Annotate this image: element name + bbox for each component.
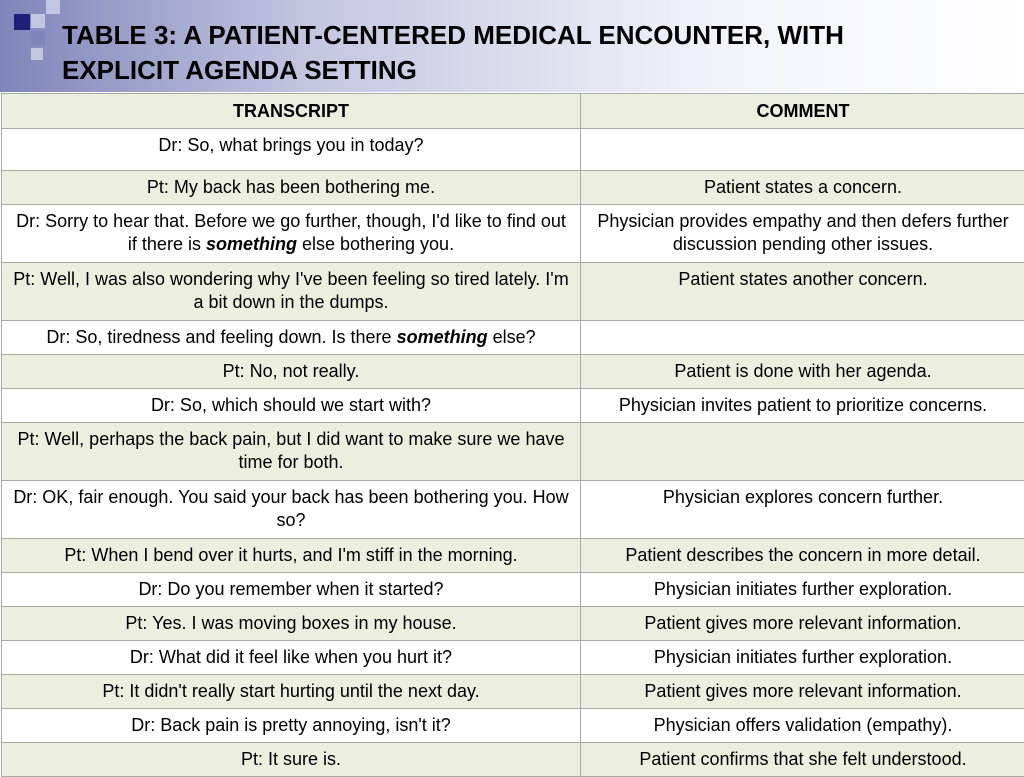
table-row (2, 539, 1024, 573)
table-row (2, 573, 1024, 607)
table-row (2, 675, 1024, 709)
comment-cell: Physician offers validation (empathy). (581, 709, 1024, 743)
title-line-2: EXPLICIT AGENDA SETTING (62, 55, 417, 85)
comment-cell: Patient gives more relevant information. (581, 607, 1024, 641)
comment-cell: Patient gives more relevant information. (581, 675, 1024, 709)
transcript-cell: Pt: Well, perhaps the back pain, but I did want to make sure we have time for both. (2, 423, 581, 481)
comment-cell: Physician provides empathy and then defers further discussion pending other issues. (581, 205, 1024, 263)
table-header-row (2, 94, 1024, 129)
table-row (2, 641, 1024, 675)
comment-cell (581, 129, 1024, 171)
comment-cell: Physician initiates further exploration. (581, 573, 1024, 607)
transcript-cell: Pt: When I bend over it hurts, and I'm stiff in the morning. (2, 539, 581, 573)
comment-cell: Patient states a concern. (581, 171, 1024, 205)
transcript-text: else? (488, 327, 536, 347)
decorative-square-mid (31, 31, 45, 45)
page-title (62, 18, 1002, 88)
comment-cell: Physician initiates further exploration. (581, 641, 1024, 675)
table-row (2, 709, 1024, 743)
comment-cell: Physician explores concern further. (581, 481, 1024, 539)
comment-cell: Patient describes the concern in more detail. (581, 539, 1024, 573)
decorative-square-light (31, 14, 45, 28)
transcript-cell: Dr: So, which should we start with? (2, 389, 581, 423)
title-line-1: TABLE 3: A PATIENT-CENTERED MEDICAL ENCOUNTER, WITH (62, 20, 844, 50)
table-row (2, 263, 1024, 321)
table-row (2, 129, 1024, 171)
comment-cell: Physician invites patient to prioritize concerns. (581, 389, 1024, 423)
transcript-cell: Pt: It didn't really start hurting until the next day. (2, 675, 581, 709)
emphasis-text: something (206, 234, 297, 254)
decorative-square-pale (46, 0, 60, 14)
decorative-square-light-2 (31, 48, 43, 60)
table-row (2, 355, 1024, 389)
transcript-cell: Dr: What did it feel like when you hurt it? (2, 641, 581, 675)
transcript-text: else bothering you. (297, 234, 454, 254)
decorative-square-navy (14, 14, 30, 30)
transcript-cell: Dr: So, what brings you in today? (2, 129, 581, 171)
table-row (2, 389, 1024, 423)
table-row (2, 205, 1024, 263)
emphasis-text: something (397, 327, 488, 347)
transcript-cell (2, 321, 581, 355)
transcript-cell: Pt: No, not really. (2, 355, 581, 389)
column-header-comment: COMMENT (581, 94, 1024, 129)
table-row (2, 171, 1024, 205)
transcript-cell: Dr: Back pain is pretty annoying, isn't it? (2, 709, 581, 743)
transcript-cell: Pt: Well, I was also wondering why I've been feeling so tired lately. I'm a bit down in the dumps. (2, 263, 581, 321)
comment-cell: Patient states another concern. (581, 263, 1024, 321)
table-row (2, 607, 1024, 641)
encounter-table (1, 93, 1024, 777)
transcript-cell: Pt: My back has been bothering me. (2, 171, 581, 205)
transcript-text: Dr: So, tiredness and feeling down. Is there (46, 327, 396, 347)
column-header-transcript: TRANSCRIPT (2, 94, 581, 129)
comment-cell (581, 423, 1024, 481)
transcript-cell (2, 205, 581, 263)
comment-cell: Patient confirms that she felt understood. (581, 743, 1024, 777)
transcript-cell: Pt: It sure is. (2, 743, 581, 777)
transcript-cell: Dr: Do you remember when it started? (2, 573, 581, 607)
comment-cell (581, 321, 1024, 355)
comment-cell: Patient is done with her agenda. (581, 355, 1024, 389)
table-row (2, 321, 1024, 355)
transcript-text: Dr: Sorry to hear that. Before we go further, though, I'd like to find out if there is (16, 211, 566, 254)
table-row (2, 743, 1024, 777)
transcript-cell: Pt: Yes. I was moving boxes in my house. (2, 607, 581, 641)
table-row (2, 481, 1024, 539)
table-row (2, 423, 1024, 481)
transcript-cell: Dr: OK, fair enough. You said your back has been bothering you. How so? (2, 481, 581, 539)
